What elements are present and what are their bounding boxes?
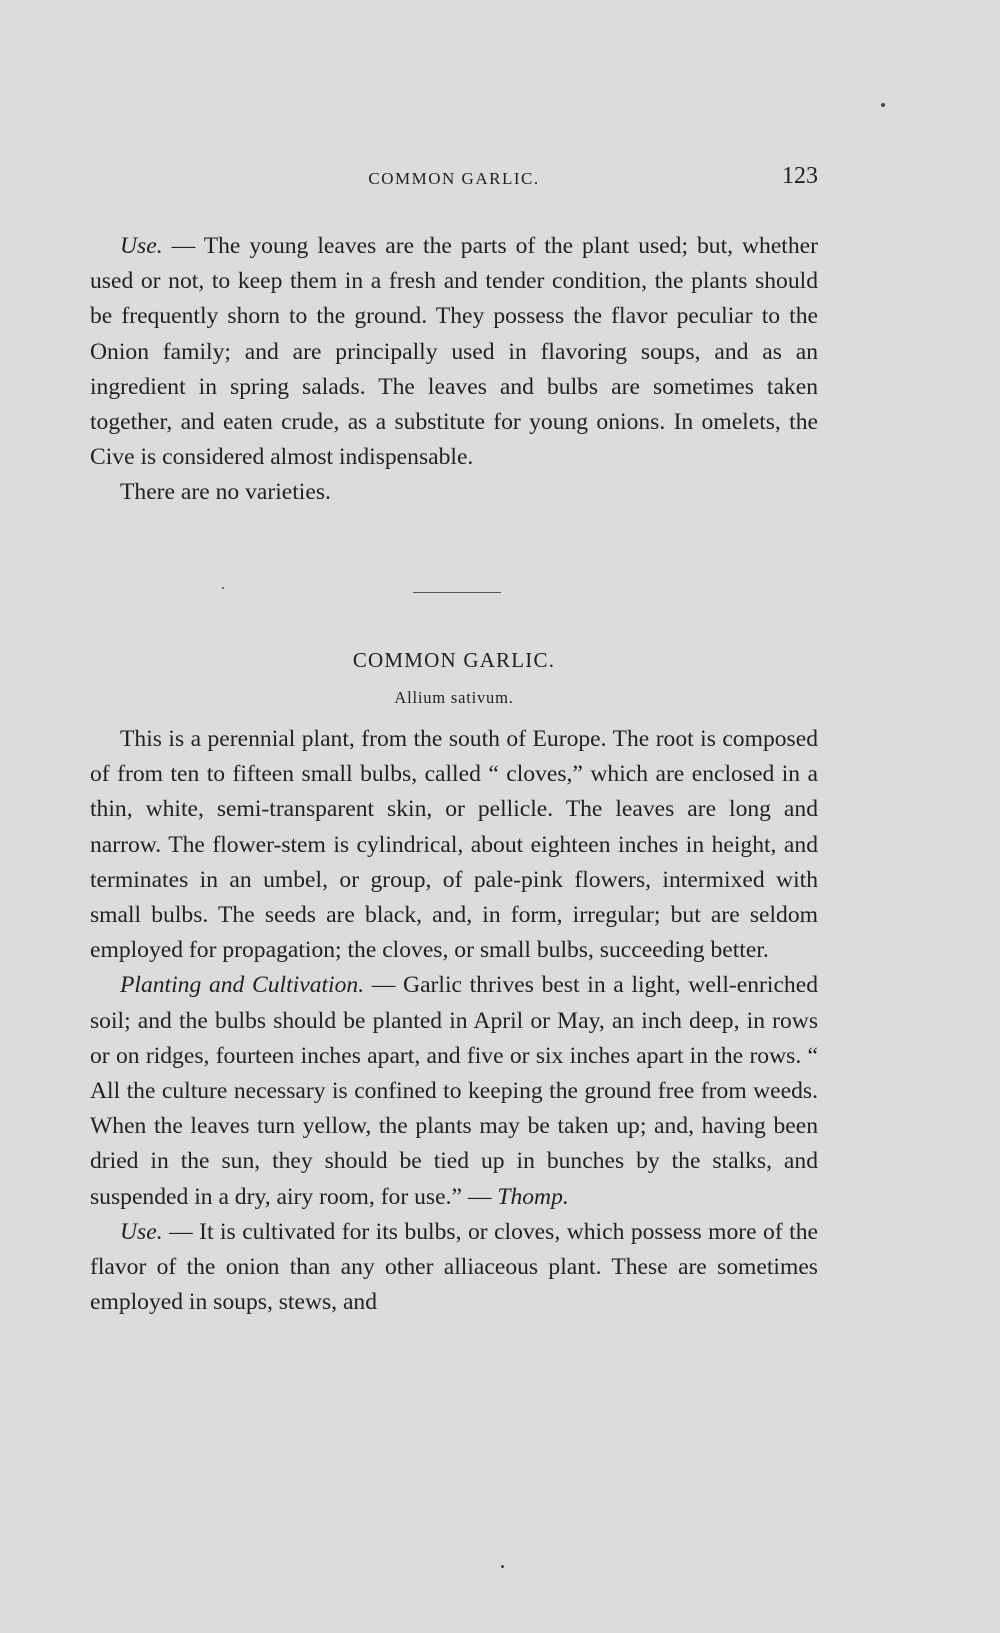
planting-lead: Planting and Cultivation. <box>120 972 365 999</box>
paper-speck <box>222 587 224 589</box>
varieties-paragraph: There are no varieties. <box>120 479 331 506</box>
running-head <box>90 163 818 193</box>
running-title: COMMON GARLIC. <box>368 169 540 188</box>
planting-text: — Garlic thrives best in a light, well-enriched soil; and the bulbs should be planted in April or May, an inch deep, in rows or on ridges, fourteen inches apart, and five or six inches apart in the rows. “ All the culture necessary is confined to keeping the ground free from weeds. When the leaves turn yellow, the plants may be taken up; and, having been dried in the sun, they should be tied up in bunches by the stalks, and suspended in a dry, airy room, for use.” — <box>90 972 818 1210</box>
paper-speck <box>501 1565 504 1568</box>
use-lead: Use. <box>120 1218 163 1245</box>
description-paragraph: This is a perennial plant, from the south of Europe. The root is composed of from ten to fifteen small bulbs, called “ cloves,” which are enclosed in a thin, white, semi-transparent skin, or pellicle. The leaves are long and narrow. The flower-stem is cylindrical, about eighteen inches in height, and terminates in an umbel, or group, of pale-pink flowers, intermixed with small bulbs. The seeds are black, and, in form, irregular; but are seldom employed for propagation; the cloves, or small bulbs, succeeding better. <box>90 726 818 964</box>
garlic-section-text <box>90 722 818 1320</box>
page-number: 123 <box>782 163 818 189</box>
section-divider <box>413 592 501 593</box>
planting-paragraph <box>90 968 818 1214</box>
planting-source: Thomp. <box>497 1183 569 1210</box>
chive-section-text <box>90 229 818 511</box>
paper-speck <box>881 103 885 107</box>
chive-use-paragraph <box>90 229 818 475</box>
garlic-use-paragraph <box>90 1215 818 1321</box>
use-lead: Use. <box>120 233 163 259</box>
use-text: — The young leaves are the parts of the plant used; but, whether used or not, to keep them in a fresh and tender condition, the plants should be frequently shorn to the ground. They possess the flavor peculiar to the Onion family; and are principally used in flavoring soups, and as an ingredient in spring salads. The leaves and bulbs are sometimes taken together, and eaten crude, as a substitute for young onions. In omelets, the Cive is considered almost indispensable. <box>90 233 818 471</box>
section-title: COMMON GARLIC. <box>352 648 556 672</box>
section-subtitle: Allium sativum. <box>394 688 514 707</box>
use-text: — It is cultivated for its bulbs, or cloves, which possess more of the flavor of the onion than any other alliaceous plant. These are sometimes employed in soups, stews, and <box>90 1218 818 1316</box>
